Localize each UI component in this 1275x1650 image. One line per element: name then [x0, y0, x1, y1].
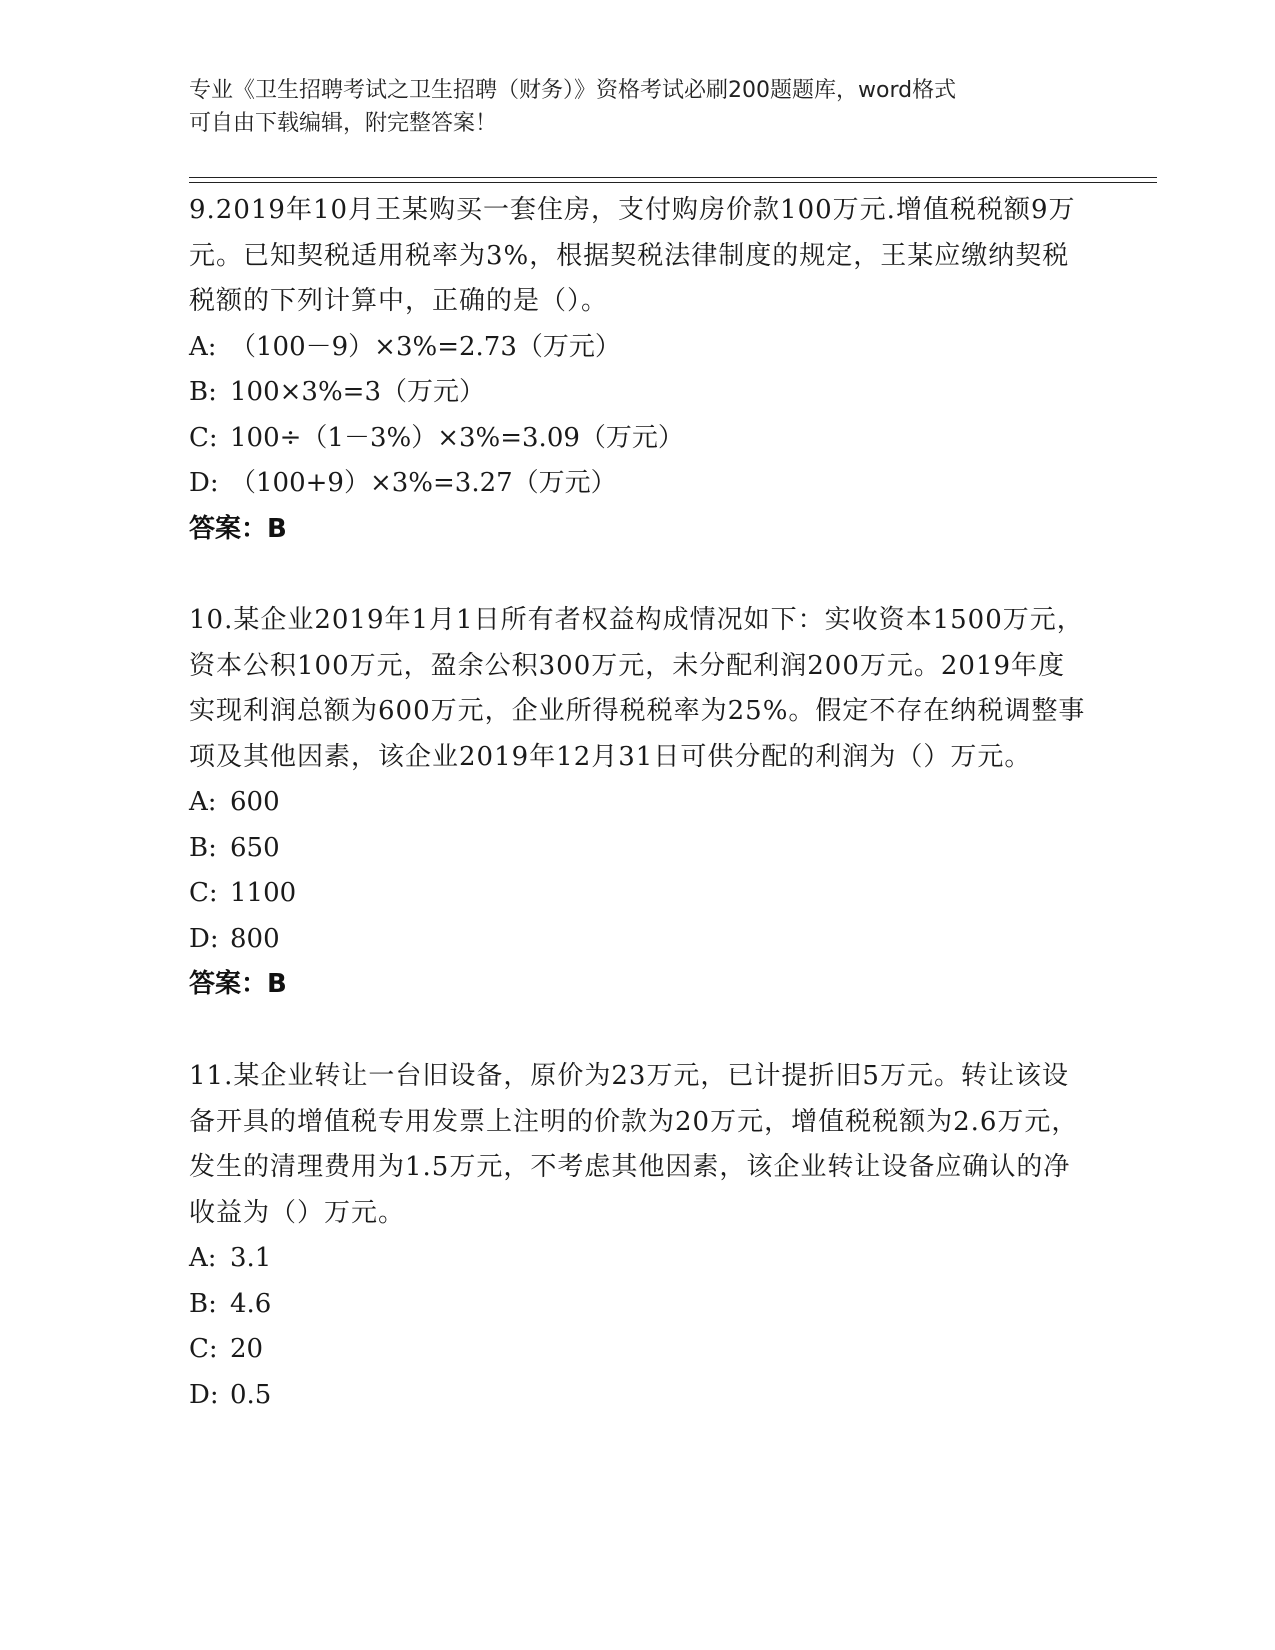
document-header [189, 74, 1089, 140]
option-letter: D: [189, 468, 219, 498]
header-line-2: 可自由下载编辑，附完整答案！ [189, 111, 498, 136]
option-b [189, 826, 1089, 872]
question-stem: 11.某企业转让一台旧设备，原价为23万元，已计提折旧5万元。转让该设备开具的增值税专用发票上注明的价款为20万元，增值税税额为2.6万元，发生的清理费用为1.5万元，不考虑其他因素，该企业转让设备应确认的净收益为（）万元。 [189, 1061, 1079, 1228]
option-letter: C: [189, 878, 218, 908]
option-d [189, 917, 1089, 963]
option-text: 4.6 [230, 1288, 272, 1319]
option-text: 650 [230, 832, 280, 863]
option-text: 100÷（1－3%）×3%=3.09（万元） [230, 422, 684, 453]
option-letter: C: [189, 422, 218, 453]
header-divider-bottom [189, 182, 1157, 183]
option-list [189, 1236, 1089, 1418]
option-letter: D: [189, 1379, 219, 1410]
option-a [189, 1236, 1089, 1282]
option-list [189, 780, 1089, 962]
header-line-1: 专业《卫生招聘考试之卫生招聘（财务）》资格考试必刷200题题库，word格式 [189, 78, 957, 103]
option-letter: D: [189, 923, 219, 954]
question-stem: 10.某企业2019年1月1日所有者权益构成情况如下：实收资本1500万元，资本公积100万元，盈余公积300万元，未分配利润200万元。2019年度实现利润总额为600万元，企业所得税税率为25%。假定不存在纳税调整事项及其他因素，该企业2019年12月31日可供分配的利润为（）万元。 [189, 605, 1086, 772]
option-c [189, 416, 1089, 462]
answer-label: 答案：B [189, 513, 287, 544]
answer-label: 答案：B [189, 969, 287, 999]
option-letter: A: [189, 331, 217, 362]
option-letter: C: [189, 1334, 218, 1364]
option-b [189, 370, 1089, 416]
option-text: 1100 [230, 878, 297, 908]
option-letter: A: [189, 787, 217, 817]
option-c [189, 1327, 1089, 1373]
question-stem: 9.2019年10月王某购买一套住房，支付购房价款100万元.增值税税额9万元。已知契税适用税率为3%，根据契税法律制度的规定，王某应缴纳契税税额的下列计算中，正确的是（）。 [189, 195, 1076, 316]
option-text: 0.5 [230, 1379, 272, 1410]
option-a [189, 325, 1089, 371]
option-a [189, 780, 1089, 826]
option-b [189, 1282, 1089, 1328]
question-11 [189, 1054, 1089, 1418]
option-c [189, 871, 1089, 917]
option-text: 800 [230, 923, 280, 954]
option-text: （100+9）×3%=3.27（万元） [230, 468, 617, 498]
header-divider-top [189, 177, 1157, 178]
option-text: （100－9）×3%=2.73（万元） [230, 331, 621, 362]
option-text: 20 [230, 1334, 264, 1364]
option-d [189, 461, 1089, 507]
option-letter: B: [189, 377, 217, 407]
option-d [189, 1373, 1089, 1419]
option-text: 600 [230, 787, 280, 817]
question-10 [189, 598, 1089, 1008]
option-text: 3.1 [230, 1243, 272, 1273]
option-list [189, 325, 1089, 507]
question-9 [189, 188, 1089, 552]
option-text: 100×3%=3（万元） [230, 377, 485, 407]
option-letter: B: [189, 832, 217, 863]
option-letter: A: [189, 1243, 217, 1273]
option-letter: B: [189, 1288, 217, 1319]
